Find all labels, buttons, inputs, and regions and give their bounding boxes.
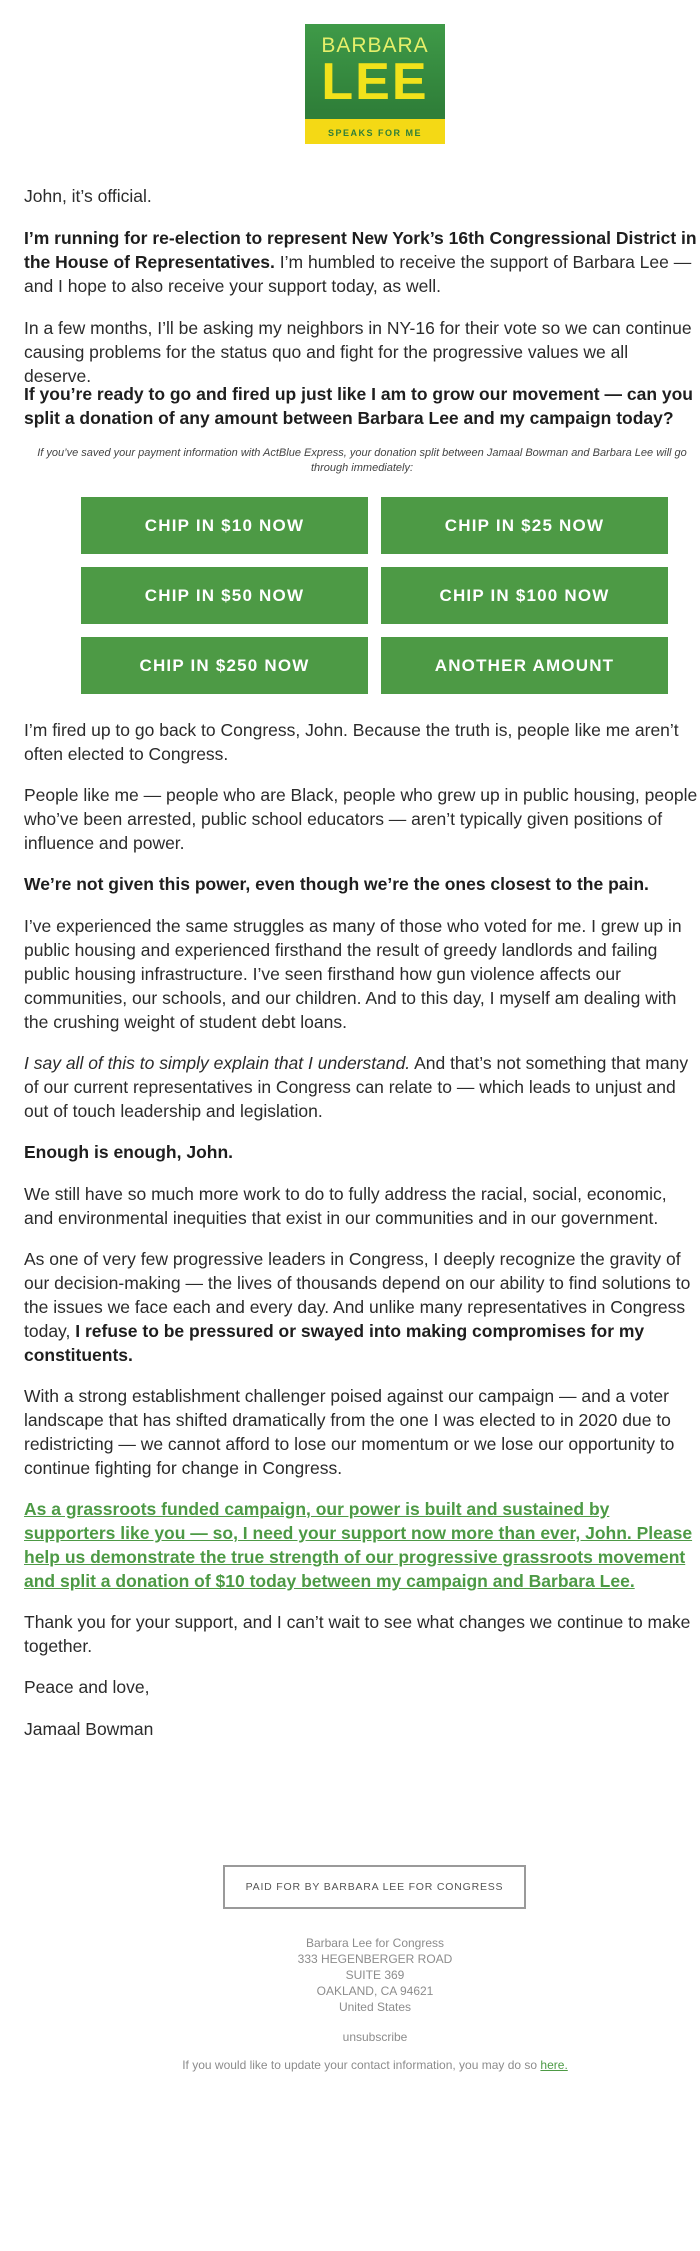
chip-in-100-button[interactable]: CHIP IN $100 NOW bbox=[381, 567, 668, 624]
paragraph-not-given-power: We’re not given this power, even though we’re the ones closest to the pain. bbox=[24, 874, 649, 894]
paragraph-progressive-leaders bbox=[24, 1247, 700, 1367]
paragraph-people-like-me: People like me — people who are Black, people who grew up in public housing, people who’ve been arrested, public school educators — aren’t typically given positions of influence and power. bbox=[24, 785, 698, 853]
chip-in-250-button[interactable]: CHIP IN $250 NOW bbox=[81, 637, 368, 694]
barbara-lee-logo[interactable] bbox=[305, 24, 445, 144]
footer-city: OAKLAND, CA 94621 bbox=[316, 1984, 434, 1998]
chip-in-10-button[interactable]: CHIP IN $10 NOW bbox=[81, 497, 368, 554]
paragraph-more-work: We still have so much more work to do to fully address the racial, social, economic, and environmental inequities that exist in our communities and in our government. bbox=[24, 1184, 667, 1228]
paragraph-challenger: With a strong establishment challenger poised against our campaign — and a voter landscape that has shifted dramatically from the one I was elected to in 2020 due to redistricting — we cannot afford to lose our momentum or we lose our opportunity to continue fighting for change in Congress. bbox=[24, 1386, 675, 1478]
footer-org: Barbara Lee for Congress bbox=[305, 1936, 445, 1950]
paragraph-announcement bbox=[24, 226, 700, 298]
donate-link-paragraph[interactable]: As a grassroots funded campaign, our power is built and sustained by supporters like you — so, I need your support now more than ever, John. Please help us demonstrate the true strength of our progressive grassroots movement and split a donation of $10 today between my campaign and Barbara Lee. bbox=[24, 1499, 693, 1591]
another-amount-button[interactable]: ANOTHER AMOUNT bbox=[381, 637, 668, 694]
paragraph-struggles: I’ve experienced the same struggles as many of those who voted for me. I grew up in public housing and experienced firsthand the result of greedy landlords and failing public housing infrastructure. I’ve seen firsthand how gun violence affects our communities, our schools, and our children. And to this day, I myself am dealing with the crushing weight of student debt loans. bbox=[24, 916, 682, 1032]
paragraph-ask: If you’re ready to go and fired up just like I am to grow our movement — can you split a donation of any amount between Barbara Lee and my campaign today? bbox=[24, 384, 693, 428]
logo-first-name: BARBARA bbox=[321, 34, 429, 57]
leaders-normal: As one of very few progressive leaders in Congress, I deeply recognize the gravity of our decision-making — the lives of thousands depend on our ability to find solutions to the issues we face each and every day. And unlike many representatives in Congress today, bbox=[24, 1249, 691, 1341]
paragraph-neighbors: In a few months, I’ll be asking my neighbors in NY-16 for their vote so we can continue causing problems for the status quo and fight for the progressive values we all deserve. bbox=[24, 318, 692, 386]
chip-in-25-button[interactable]: CHIP IN $25 NOW bbox=[381, 497, 668, 554]
greeting: John, it’s official. bbox=[24, 186, 152, 206]
paragraph-thank-you: Thank you for your support, and I can’t wait to see what changes we continue to make together. bbox=[24, 1612, 691, 1656]
unsubscribe-link[interactable]: unsubscribe bbox=[342, 2030, 408, 2044]
update-contact-line bbox=[0, 2058, 700, 2072]
chip-in-50-button[interactable]: CHIP IN $50 NOW bbox=[81, 567, 368, 624]
footer-street: 333 HEGENBERGER ROAD bbox=[297, 1952, 453, 1966]
understand-italic: I say all of this to simply explain that I understand. bbox=[24, 1053, 411, 1073]
footer-suite: SUITE 369 bbox=[345, 1968, 405, 1982]
announcement-normal: I’m humbled to receive the support of Barbara Lee — and I hope to also receive your support today, as well. bbox=[24, 252, 692, 296]
paragraph-fired-up: I’m fired up to go back to Congress, John. Because the truth is, people like me aren’t often elected to Congress. bbox=[24, 720, 679, 764]
paragraph-enough: Enough is enough, John. bbox=[24, 1142, 234, 1162]
leaders-bold: I refuse to be pressured or swayed into making compromises for my constituents. bbox=[24, 1321, 645, 1365]
logo-last-name: LEE bbox=[321, 53, 429, 111]
understand-normal: And that’s not something that many of our current representatives in Congress can relate to — which leads to unjust and out of touch leadership and legislation. bbox=[24, 1053, 689, 1121]
paid-for-disclaimer: PAID FOR BY BARBARA LEE FOR CONGRESS bbox=[223, 1865, 526, 1909]
update-text: If you would like to update your contact information, you may do so bbox=[182, 2058, 541, 2072]
logo-tagline: SPEAKS FOR ME bbox=[327, 128, 422, 138]
announcement-bold: I’m running for re-election to represent New York’s 16th Congressional District in the House of Representatives. bbox=[24, 228, 697, 272]
footer-country: United States bbox=[338, 2000, 412, 2014]
signature: Jamaal Bowman bbox=[24, 1719, 154, 1739]
sign-off: Peace and love, bbox=[24, 1677, 150, 1697]
update-here-link[interactable]: here. bbox=[540, 2058, 568, 2072]
paragraph-understand bbox=[24, 1051, 700, 1123]
actblue-note: If you’ve saved your payment information with ActBlue Express, your donation split between Jamaal Bowman and Barbara Lee will go through immediately: bbox=[37, 447, 687, 474]
